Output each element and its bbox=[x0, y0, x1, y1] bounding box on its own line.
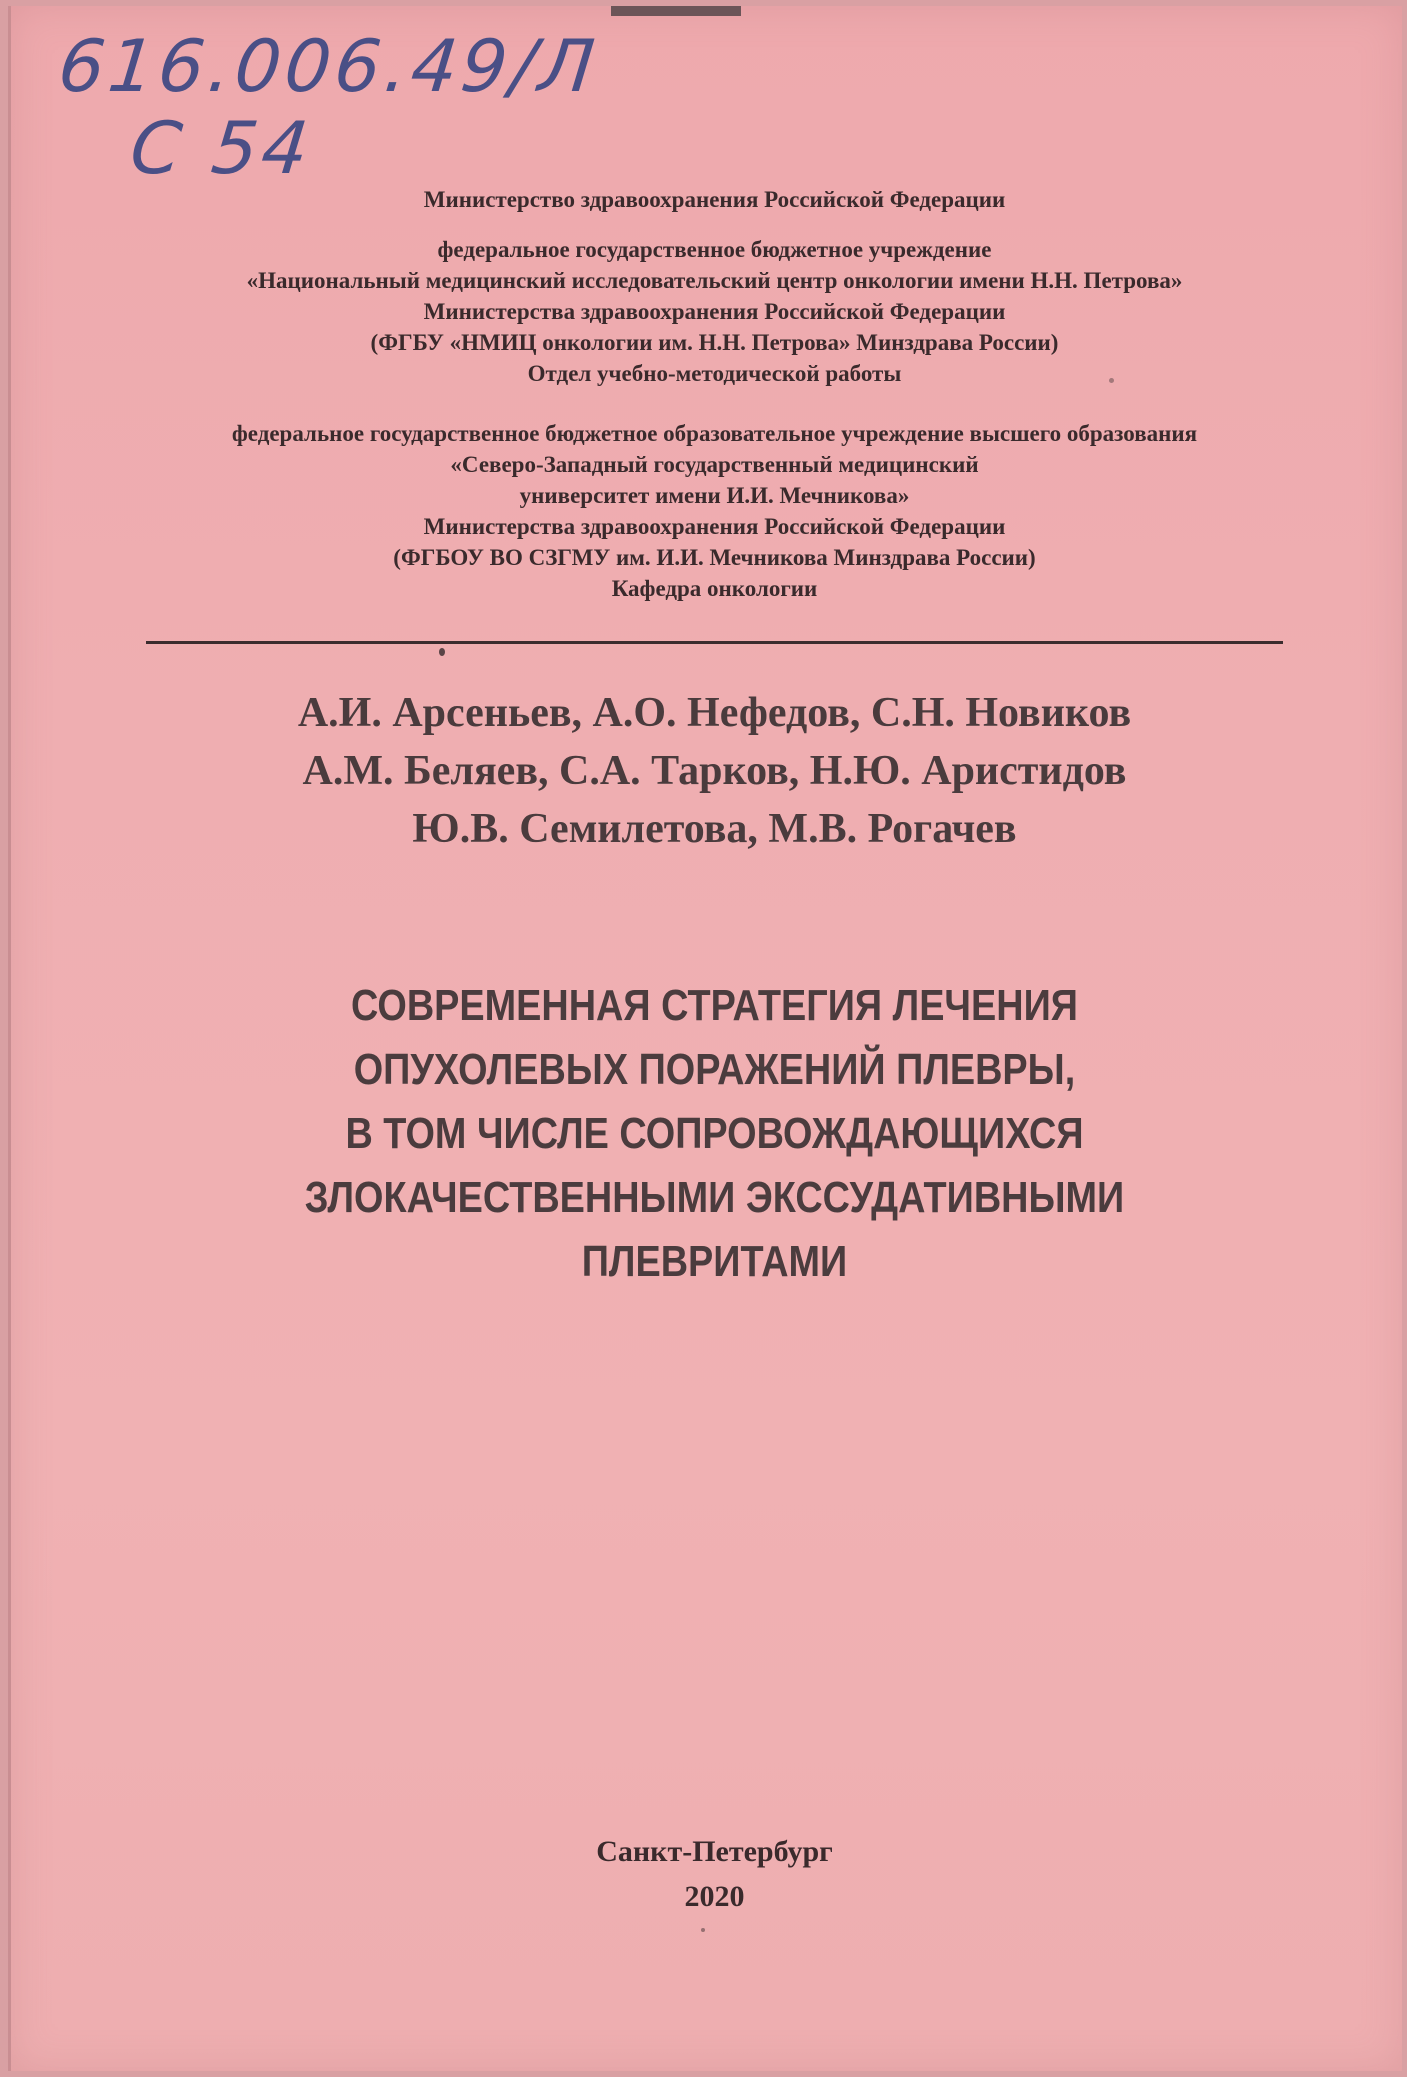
author-line: А.М. Беляев, С.А. Тарков, Н.Ю. Аристидов bbox=[302, 748, 1127, 794]
organization-1 bbox=[11, 234, 1407, 389]
scan-speck bbox=[701, 1928, 705, 1932]
scan-speck bbox=[439, 648, 445, 656]
imprint bbox=[11, 1829, 1407, 1919]
title-line: ОПУХОЛЕВЫХ ПОРАЖЕНИЙ ПЛЕВРЫ, bbox=[353, 1045, 1076, 1094]
book-cover bbox=[8, 6, 1402, 2071]
catalog-mark-line1: 616.006.49/Л bbox=[54, 24, 603, 108]
ministry-top: Министерство здравоохранения Российской Федерации bbox=[423, 187, 1006, 212]
org1-line: «Национальный медицинский исследовательский центр онкологии имени Н.Н. Петрова» bbox=[246, 268, 1183, 293]
scan-edge bbox=[611, 6, 741, 16]
org1-line: Отдел учебно-методической работы bbox=[527, 361, 902, 386]
author-line: А.И. Арсеньев, А.О. Нефедов, С.Н. Новиков bbox=[297, 690, 1132, 736]
book-title bbox=[11, 974, 1407, 1294]
org2-line: университет имени И.И. Мечникова» bbox=[519, 483, 910, 508]
authors-block bbox=[11, 684, 1407, 858]
scan-speck bbox=[1109, 378, 1114, 383]
org2-line: Министерства здравоохранения Российской Федерации bbox=[423, 514, 1006, 539]
org1-line: Министерства здравоохранения Российской Федерации bbox=[423, 299, 1006, 324]
org2-line: «Северо-Западный государственный медицинский bbox=[450, 452, 979, 477]
title-line: В ТОМ ЧИСЛЕ СОПРОВОЖДАЮЩИХСЯ bbox=[345, 1109, 1084, 1158]
author-line: Ю.В. Семилетова, М.В. Рогачев bbox=[412, 806, 1017, 852]
imprint-year: 2020 bbox=[684, 1880, 745, 1913]
title-line: ПЛЕВРИТАМИ bbox=[581, 1237, 848, 1286]
organization-2 bbox=[11, 418, 1407, 604]
org1-line: федеральное государственное бюджетное учреждение bbox=[437, 237, 992, 262]
org2-line: Кафедра онкологии bbox=[611, 576, 818, 601]
title-line: ЗЛОКАЧЕСТВЕННЫМИ ЭКССУДАТИВНЫМИ bbox=[304, 1173, 1125, 1222]
catalog-mark-line2: С 54 bbox=[126, 106, 317, 190]
org1-line: (ФГБУ «НМИЦ онкологии им. Н.Н. Петрова» Минздрава России) bbox=[370, 330, 1059, 355]
header-divider bbox=[146, 641, 1283, 644]
title-line: СОВРЕМЕННАЯ СТРАТЕГИЯ ЛЕЧЕНИЯ bbox=[351, 981, 1078, 1030]
imprint-city: Санкт-Петербург bbox=[596, 1835, 833, 1868]
org2-line: (ФГБОУ ВО СЗГМУ им. И.И. Мечникова Минздрава России) bbox=[393, 545, 1036, 570]
ministry-header bbox=[11, 184, 1407, 215]
org2-line: федеральное государственное бюджетное образовательное учреждение высшего образования bbox=[231, 421, 1198, 446]
